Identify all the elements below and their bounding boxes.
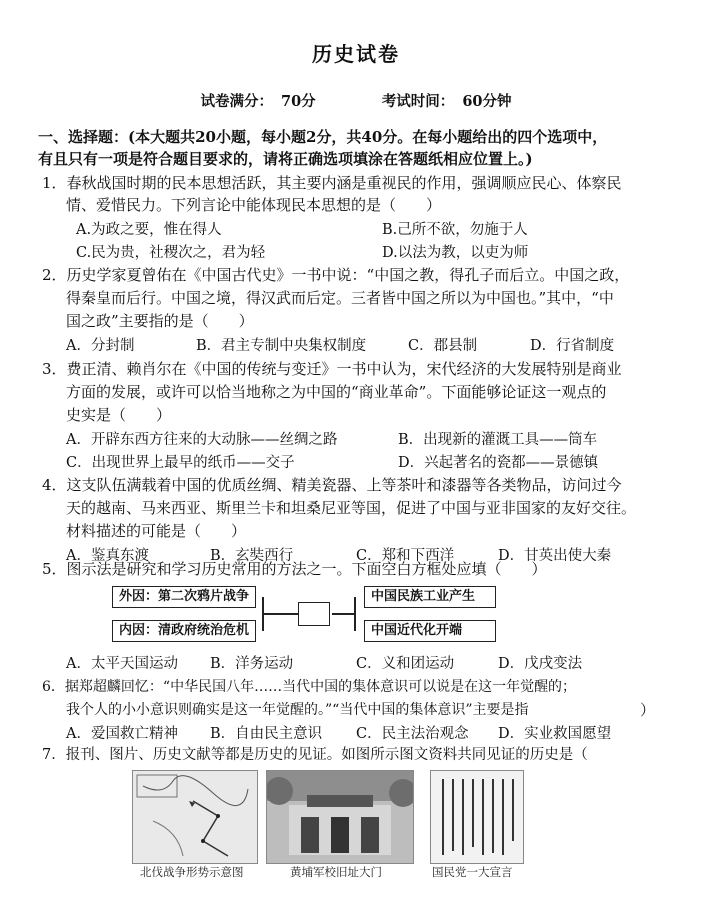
caption-manifesto: 国民党一大宣言 — [432, 865, 513, 879]
q3-option-c: C．出现世界上最早的纸币——交子 — [66, 455, 295, 471]
diagram-blank-box — [298, 602, 330, 626]
q5-option-a: A．太平天国运动 — [66, 656, 178, 672]
q1-option-b: B.己所不欲，勿施于人 — [382, 222, 528, 238]
diagram-box-internal-cause: 内因：清政府统治危机 — [112, 620, 256, 642]
q4-option-a: A．鉴真东渡 — [66, 548, 149, 564]
q4-option-c: C．郑和下西洋 — [356, 548, 455, 564]
q4-option-b: B．玄奘西行 — [210, 548, 294, 564]
q4-stem-line1: 4．这支队伍满载着中国的优质丝绸、精美瓷器、上等茶叶和漆器等各类物品，访问过今 — [42, 476, 622, 494]
q7-stem-line1: 7．报刊、图片、历史文献等都是历史的见证。如图所示图文资料共同见证的历史是（ — [42, 747, 588, 763]
q5-stem-line1: 5．图示法是研究和学习历史常用的方法之一。下面空白方框处应填（ ） — [42, 560, 547, 578]
q2-stem-line3: 国之政”主要指的是（ ） — [66, 312, 254, 330]
diagram-connector-right-horizontal — [332, 613, 354, 615]
diagram-connector-right-vertical — [354, 597, 356, 631]
q3-option-d: D．兴起著名的瓷都——景德镇 — [398, 455, 599, 471]
q3-stem-line2: 方面的发展，或许可以恰当地称之为中国的“商业革命”。下面能够论证这一观点的 — [66, 383, 607, 401]
manifesto-document-image — [430, 770, 524, 864]
q3-stem-line3: 史实是（ ） — [66, 406, 172, 424]
q2-option-c: C．郡县制 — [408, 338, 478, 354]
q5-flow-diagram — [0, 580, 712, 650]
q5-option-b: B．洋务运动 — [210, 656, 294, 672]
caption-gate: 黄埔军校旧址大门 — [290, 865, 382, 879]
section-heading-line1: 一、选择题：(本大题共20小题，每小题2分，共40分。在每小题给出的四个选项中， — [38, 128, 608, 146]
q2-option-a: A．分封制 — [66, 338, 135, 354]
q2-stem-line1: 2．历史学家夏曾佑在《中国古代史》一书中说：“中国之教，得孔子而后立。中国之政， — [42, 266, 630, 284]
q4-option-d: D．甘英出使大秦 — [498, 548, 612, 564]
exam-meta — [0, 90, 712, 111]
q6-stem-line1: 6．据郑超麟回忆：“中华民国八年……当代中国的集体意识可以说是在这一年觉醒的； — [42, 679, 577, 695]
q5-option-d: D．戊戌变法 — [498, 656, 583, 672]
map-image — [132, 770, 258, 864]
time-label: 考试时间： — [381, 93, 455, 110]
q2-stem-line2: 得秦皇而后行。中国之境，得汉武而后定。三者皆中国之所以为中国也。”其中，“中 — [66, 289, 614, 307]
full-marks: 70分 — [281, 93, 316, 110]
school-gate-photo — [266, 770, 414, 864]
diagram-connector-left-horizontal — [262, 613, 298, 615]
q3-option-b: B．出现新的灌溉工具——筒车 — [398, 432, 598, 448]
q6-stem-line2: 我个人的小小意识则确实是这一年觉醒的。”“当代中国的集体意识”主要是指 — [66, 702, 529, 718]
q1-option-d: D.以法为教，以吏为师 — [382, 245, 529, 261]
q2-option-d: D．行省制度 — [530, 338, 615, 354]
section-heading-line2: 有且只有一项是符合题目要求的，请将正确选项填涂在答题纸相应位置上。) — [38, 150, 533, 168]
q4-stem-line3: 材料描述的可能是（ ） — [66, 522, 247, 540]
q5-option-c: C．义和团运动 — [356, 656, 455, 672]
q3-stem-line1: 3．费正清、赖肖尔在《中国的传统与变迁》一书中认为，宋代经济的大发展特别是商业 — [42, 360, 622, 378]
exam-time: 60分钟 — [462, 93, 512, 110]
q1-stem-line1: 1．春秋战国时期的民本思想活跃，其主要内涵是重视民的作用，强调顺应民心、体察民 — [42, 174, 622, 192]
q2-option-b: B．君主专制中央集权制度 — [196, 338, 367, 354]
q1-option-a: A.为政之要，惟在得人 — [76, 222, 222, 238]
q1-option-c: C.民为贵，社稷次之，君为轻 — [76, 245, 266, 261]
q3-option-a: A．开辟东西方往来的大动脉——丝绸之路 — [66, 432, 338, 448]
exam-title: 历史试卷 — [312, 42, 400, 66]
q6-option-d: D．实业救国愿望 — [498, 726, 612, 742]
q4-stem-line2: 天的越南、马来西亚、斯里兰卡和坦桑尼亚等国，促进了中国与亚非国家的友好交往。 — [66, 499, 637, 517]
diagram-box-external-cause: 外因：第二次鸦片战争 — [112, 586, 256, 608]
diagram-box-national-industry: 中国民族工业产生 — [364, 586, 496, 608]
q7-image-row — [0, 768, 712, 922]
q6-option-c: C．民主法治观念 — [356, 726, 469, 742]
full-marks-label: 试卷满分： — [200, 93, 273, 110]
q6-option-a: A．爱国救亡精神 — [66, 726, 178, 742]
diagram-box-modernization-start: 中国近代化开端 — [364, 620, 496, 642]
q6-option-b: B．自由民主意识 — [210, 726, 323, 742]
caption-map: 北伐战争形势示意图 — [140, 865, 244, 879]
q6-stem-line2-end: ） — [640, 701, 656, 719]
q1-stem-line2: 情、爱惜民力。下列言论中能体现民本思想的是（ ） — [66, 196, 442, 214]
